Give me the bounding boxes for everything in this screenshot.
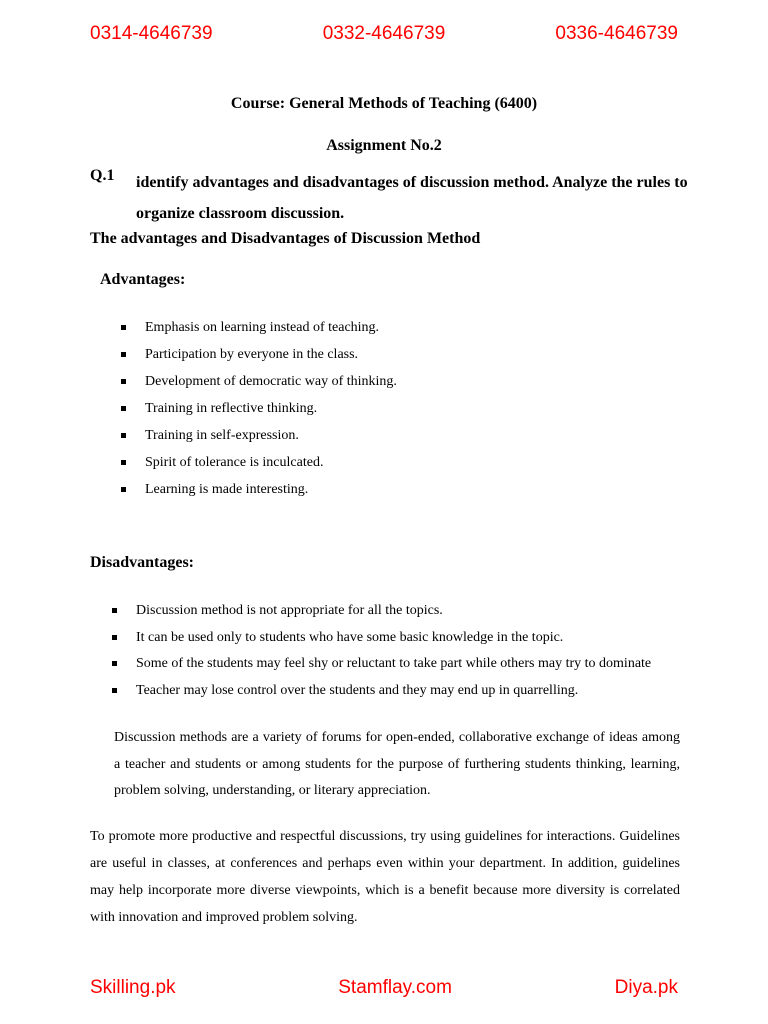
list-item	[136, 602, 651, 629]
header-phone-3: 0336-4646739	[555, 23, 678, 44]
list-item	[136, 682, 651, 709]
discussion-methods-paragraph: Discussion methods are a variety of forums for open-ended, collaborative exchange of ideas among a teacher and students or among students for the purpose of furthering students thinking, learning, problem solving, understanding, or literary appreciation.	[114, 730, 680, 798]
list-item	[145, 319, 397, 346]
list-item-text: Teacher may lose control over the students and they may end up in quarrelling.	[136, 682, 579, 698]
question-text: identify advantages and disadvantages of discussion method. Analyze the rules to organize classroom discussion.	[136, 174, 688, 222]
header-phone-2: 0332-4646739	[322, 23, 446, 44]
list-item	[145, 373, 397, 400]
course-title: Course: General Methods of Teaching (6400)	[230, 95, 538, 112]
bullet-square-icon	[112, 608, 117, 613]
list-item-text: Spirit of tolerance is inculcated.	[145, 455, 324, 470]
list-item	[136, 629, 651, 656]
list-item	[145, 454, 397, 481]
footer-site-3: Diya.pk	[614, 977, 678, 998]
advantages-heading: Advantages:	[100, 271, 186, 288]
bullet-square-icon	[112, 635, 117, 640]
bullet-square-icon	[121, 406, 126, 411]
list-item	[136, 655, 651, 682]
bullet-square-icon	[112, 688, 117, 693]
list-item-text: Discussion method is not appropriate for all the topics.	[136, 603, 443, 618]
bullet-square-icon	[121, 433, 126, 438]
list-item	[145, 481, 397, 508]
footer-site-2: Stamflay.com	[338, 977, 452, 998]
list-item-text: Training in reflective thinking.	[145, 401, 318, 416]
list-item-text: It can be used only to students who have some basic knowledge in the topic.	[136, 629, 564, 645]
list-item-text: Training in self-expression.	[145, 428, 299, 443]
list-item-text: Learning is made interesting.	[145, 482, 309, 497]
disadvantages-list	[136, 602, 651, 708]
list-item	[145, 427, 397, 454]
footer-links-bar	[90, 977, 678, 999]
advantages-list	[145, 319, 397, 508]
section-title: The advantages and Disadvantages of Discussion Method	[90, 230, 481, 247]
bullet-square-icon	[121, 379, 126, 384]
bullet-square-icon	[112, 661, 117, 666]
question-number: Q.1	[90, 167, 115, 184]
bullet-square-icon	[121, 460, 126, 465]
header-contact-bar	[90, 23, 678, 45]
footer-site-1: Skilling.pk	[90, 977, 176, 998]
list-item	[145, 400, 397, 427]
assignment-title: Assignment No.2	[326, 137, 442, 154]
header-phone-1: 0314-4646739	[90, 23, 213, 44]
list-item-text: Development of democratic way of thinking.	[145, 374, 397, 389]
bullet-square-icon	[121, 487, 126, 492]
list-item	[145, 346, 397, 373]
bullet-square-icon	[121, 352, 126, 357]
bullet-square-icon	[121, 325, 126, 330]
list-item-text: Participation by everyone in the class.	[145, 347, 359, 362]
disadvantages-heading: Disadvantages:	[90, 554, 195, 571]
list-item-text: Some of the students may feel shy or reluctant to take part while others may try to dominate	[136, 656, 652, 671]
list-item-text: Emphasis on learning instead of teaching.	[145, 320, 380, 335]
guidelines-paragraph: To promote more productive and respectful discussions, try using guidelines for interactions. Guidelines are useful in classes, at conferences and perhaps even within your department. In addition, guidelines may help incorporate more diverse viewpoints, which is a benefit because more diversity is correlated with innovation and improved problem solving.	[90, 829, 680, 925]
